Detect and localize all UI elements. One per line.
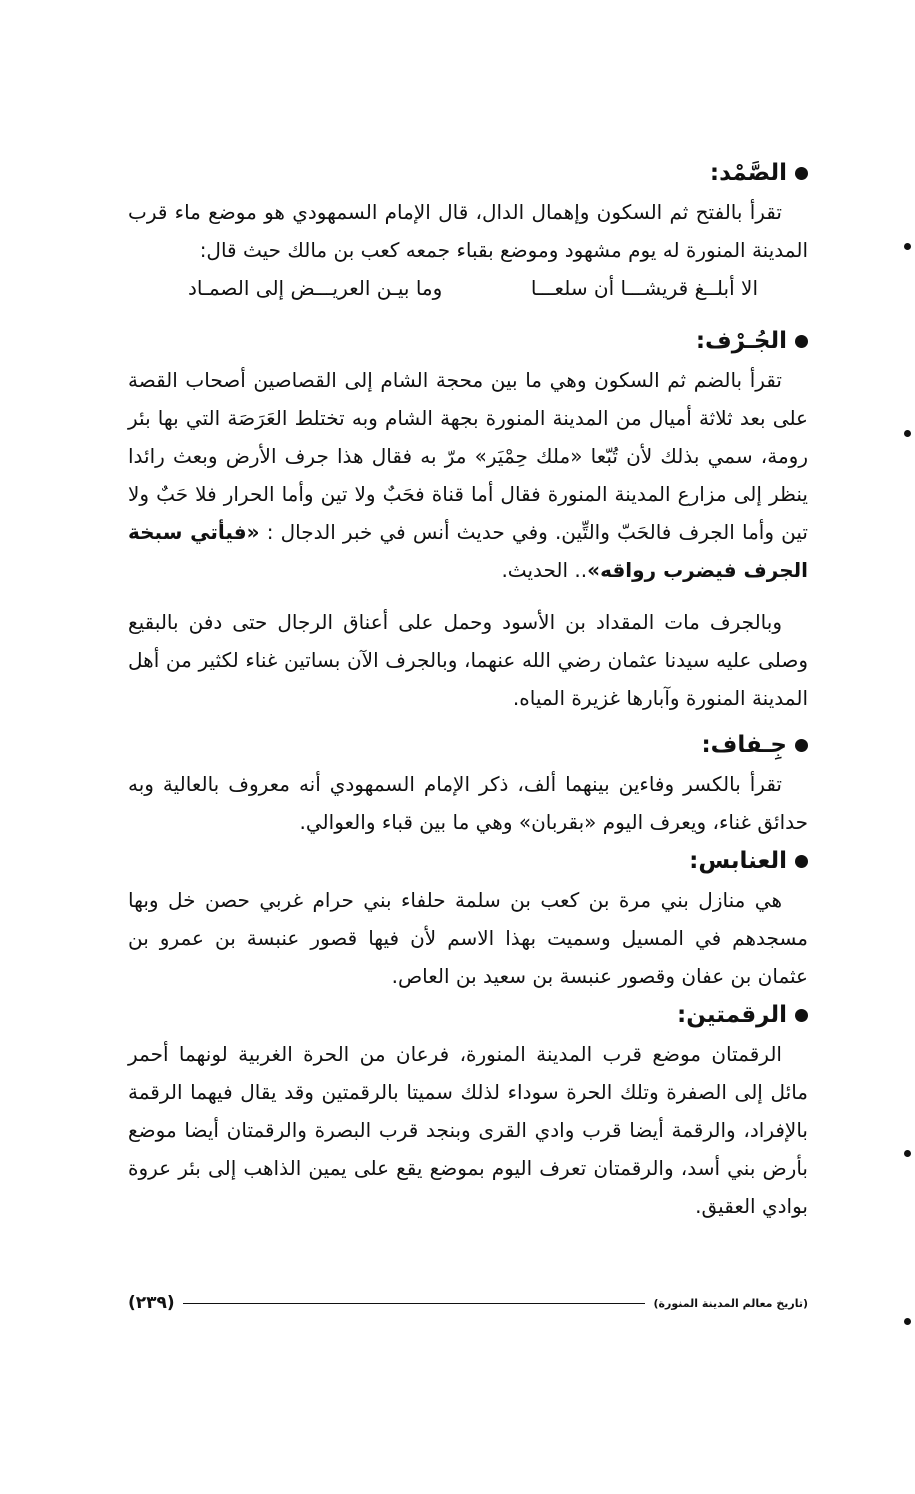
entry-heading (128, 155, 808, 191)
page-body (128, 155, 808, 1225)
entry-paragraph: تقرأ بالكسر وفاءين بينهما ألف، ذكر الإمام السمهودي أنه معروف بالعالية وبه حدائق غناء، ويعرف اليوم «بقربان» وهي ما بين قباء والعوالي. (128, 772, 808, 834)
entry-jurf (128, 323, 808, 717)
entry-title: الرقمتين: (677, 1002, 787, 1028)
footer-rule (183, 1303, 646, 1304)
entry-samd (128, 155, 808, 307)
margin-dot-icon (904, 1150, 911, 1157)
verse-first-hemistich: الا أبلــغ قريشـــا أن سلعـــا (530, 276, 758, 300)
bullet-icon (795, 335, 808, 348)
paragraph-text: تقرأ بالضم ثم السكون وهي ما بين محجة الشام إلى القصاصين أصحاب القصة على بعد ثلاثة أميال من المدينة المنورة بجهة الشام وبه تختلط العَرَصَة التي بها بئر رومة، سمي بذلك لأن تُبّعا «ملك حِمْيَر» مرّ به فقال هذا جرف الأرض وبعث رائدا ينظر إلى مزارع المدينة المنورة فقال أما قناة فحَبٌ ولا تين وأما الحرار فلا حَبٌ ولا تين وأما الجرف فالحَبّ والتِّين. وفي حديث أنس في خبر الدجال : (128, 368, 808, 544)
entry-heading (128, 843, 808, 879)
entry-paragraph: تقرأ بالفتح ثم السكون وإهمال الدال، قال الإمام السمهودي هو موضع ماء قرب المدينة المنورة له يوم مشهود وموضع بقباء جمعه كعب بن مالك حيث قال: (128, 200, 808, 262)
entry-paragraph (128, 361, 808, 589)
entry-paragraph: الرقمتان موضع قرب المدينة المنورة، فرعان من الحرة الغربية لونهما أحمر مائل إلى الصفرة وتلك الحرة سوداء لذلك سميتا بالرقمتين وقد يقال فيهما الرقمة بالإفراد، والرقمة أيضا قرب وادي القرى وبنجد قرب البصرة والرقمتان أيضا موضع بأرض بني أسد، والرقمتان تعرف اليوم بموضع يقع على يمين الذاهب إلى بئر عروة بوادي العقيق. (128, 1042, 808, 1218)
margin-dot-icon (904, 243, 911, 250)
page-footer (128, 1293, 808, 1313)
entry-raqmatain (128, 997, 808, 1225)
bullet-icon (795, 1009, 808, 1022)
footer-book-title: (تاريخ معالم المدينة المنورة) (653, 1296, 808, 1310)
poem-verse (128, 269, 808, 307)
margin-dot-icon (904, 1318, 911, 1325)
entry-heading (128, 727, 808, 763)
entry-title: الصَّمْد: (709, 160, 787, 186)
entry-anabis (128, 843, 808, 995)
verse-second-hemistich: وما بيـن العريـــض إلى الصمـاد (188, 276, 443, 300)
entry-jifaf (128, 727, 808, 841)
bullet-icon (795, 167, 808, 180)
entry-title: العنابس: (689, 848, 787, 874)
bullet-icon (795, 855, 808, 868)
entry-heading (128, 323, 808, 359)
entry-paragraph: وبالجرف مات المقداد بن الأسود وحمل على أعناق الرجال حتى دفن بالبقيع وصلى عليه سيدنا عثمان رضي الله عنهما، وبالجرف الآن بساتين غناء لكثير من أهل المدينة المنورة وآبارها غزيرة المياه. (128, 610, 808, 710)
margin-dot-icon (904, 430, 911, 437)
entry-paragraph: هي منازل بني مرة بن كعب بن سلمة حلفاء بني حرام غربي حصن خل وبها مسجدهم في المسيل وسميت بهذا الاسم لأن فيها قصور عنبسة بن عمرو بن عثمان بن عفان وقصور عنبسة بن سعيد بن العاص. (128, 888, 808, 988)
entry-title: جِـفاف: (701, 732, 787, 758)
page-number: (٢٣٩) (128, 1293, 175, 1313)
bullet-icon (795, 739, 808, 752)
paragraph-tail: .. الحديث. (501, 558, 588, 582)
entry-heading (128, 997, 808, 1033)
entry-title: الجُـرْف: (695, 328, 787, 354)
hadith-quote: «فيأتي سبخة الجرف فيضرب رواقه» (128, 520, 808, 582)
